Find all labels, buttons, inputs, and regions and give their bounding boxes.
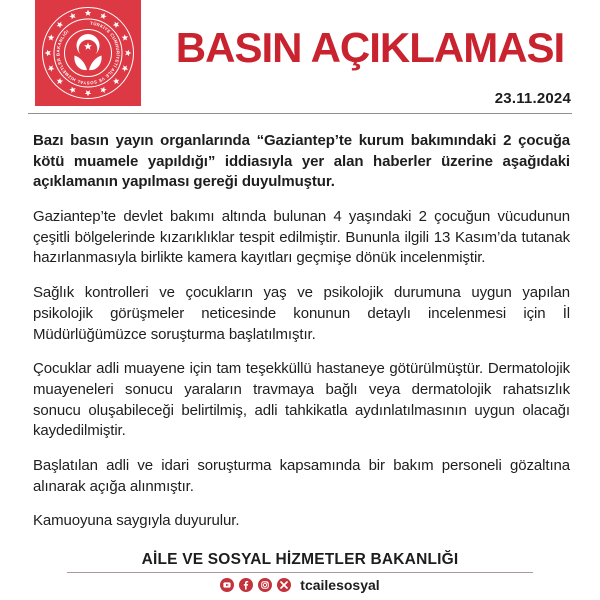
social-row — [0, 577, 600, 593]
paragraph: Çocuklar adli muayene için tam teşekküllü hastaneye götürülmüştür. Dermatolojik muayeneleri sonucu yaraların travmaya bağlı veya dermatolojik rahatsızlık sonucu oluşabileceği belirtilmiş, adli tahkikatla aydınlatılmasının uygun olacağı kaydedilmiştir. — [33, 360, 570, 440]
ministry-name: AİLE VE SOSYAL HİZMETLER BAKANLIĞI — [141, 551, 459, 568]
header — [0, 0, 600, 118]
page-title: BASIN AÇIKLAMASI — [175, 24, 565, 71]
paragraph: Gaziantep’te devlet bakımı altında bulunan 4 yaşındaki 2 çocuğun vücudunun çeşitli bölgelerinde kızarıklıklar tespit edilmiştir. Bununla ilgili 13 Kasım’da tutanak hazırlanmasıyla birlikte kamera kayıtları geçmişe dönük incelenmiştir. — [33, 208, 570, 267]
paragraph-closing: Kamuoyuna saygıyla duyurulur. — [33, 512, 240, 530]
emblem-circular-text: TÜRKİYE CUMHURİYETİ AİLE VE SOSYAL HİZMETLER BAKANLIĞI — [55, 20, 121, 86]
youtube-icon — [220, 578, 234, 592]
press-release-body — [33, 131, 570, 546]
footer — [0, 551, 600, 593]
paragraph: Sağlık kontrolleri ve çocukların yaş ve psikolojik durumuna uygun yapılan psikolojik görüşmeler neticesinde konunun detaylı incelenmesi için İl Müdürlüğümüzce soruşturma başlatılmıştır. — [33, 284, 570, 343]
paragraph: Başlatılan adli ve idari soruşturma kapsamında bir bakım personeli gözaltına alınarak açığa alınmıştır. — [33, 456, 570, 495]
social-handle: tcailesosyal — [300, 577, 380, 593]
paragraph-lead: Bazı basın yayın organlarında “Gaziantep’te kurum bakımındaki 2 çocuğa kötü muamele yapıldığı” iddiasıyla yer alan haberler üzerine aşağıdaki açıklamanın yapılması gereği duyulmuştur. — [33, 132, 570, 191]
release-date: 23.11.2024 — [494, 90, 571, 107]
instagram-icon — [258, 578, 272, 592]
x-icon — [277, 578, 291, 592]
ministry-emblem-logo — [35, 0, 141, 106]
footer-divider — [67, 572, 533, 573]
facebook-icon — [239, 578, 253, 592]
header-divider — [28, 113, 572, 114]
